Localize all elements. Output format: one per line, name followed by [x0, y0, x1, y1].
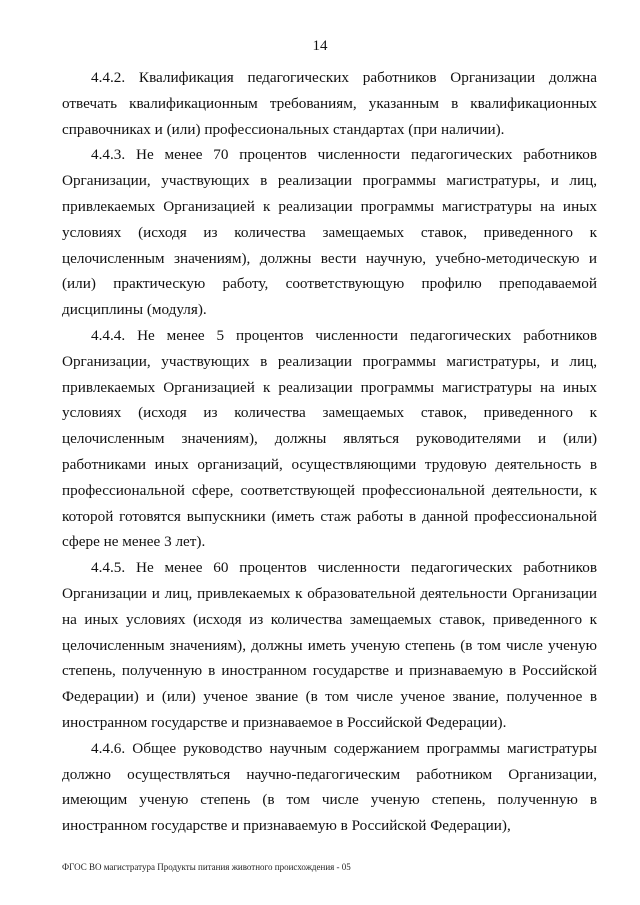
footer-note: ФГОС ВО магистратура Продукты питания животного происхождения - 05: [62, 862, 351, 872]
page-number: 14: [312, 38, 328, 54]
paragraph-4-4-5: 4.4.5. Не менее 60 процентов численности педагогических работников Организации и лиц, привлекаемых к образовательной деятельности Организации на иных условиях (исходя из количества замещаемых ставок, приведенного к целочисленным значениям), должны иметь ученую степень (в том числе ученую степень, полученную в иностранном государстве и признаваемую в Российской Федерации) и (или) ученое звание (в том числе ученое звание, полученное в иностранном государстве и признаваемое в Российской Федерации).: [62, 559, 597, 731]
paragraph-4-4-4: 4.4.4. Не менее 5 процентов численности педагогических работников Организации, участвующих в реализации программы магистратуры, и лиц, привлекаемых Организацией к реализации программы магистратуры на иных условиях (исходя из количества замещаемых ставок, приведенного к целочисленным значениям), должны являться руководителями и (или) работниками иных организаций, осуществляющими трудовую деятельность в профессиональной сфере, соответствующей профессиональной деятельности, к которой готовятся выпускники (иметь стаж работы в данной профессиональной сфере не менее 3 лет).: [62, 326, 597, 551]
document-body: [62, 65, 597, 839]
paragraph-4-4-2: 4.4.2. Квалификация педагогических работников Организации должна отвечать квалификационным требованиям, указанным в квалификационных справочниках и (или) профессиональных стандартах (при наличии).: [62, 69, 597, 138]
paragraph-4-4-6: 4.4.6. Общее руководство научным содержанием программы магистратуры должно осуществляться научно-педагогическим работником Организации, имеющим ученую степень (в том числе ученую степень, полученную в иностранном государстве и признаваемую в Российской Федерации),: [62, 739, 597, 835]
paragraph-4-4-3: 4.4.3. Не менее 70 процентов численности педагогических работников Организации, участвующих в реализации программы магистратуры, и лиц, привлекаемых Организацией к реализации программы магистратуры на иных условиях (исходя из количества замещаемых ставок, приведенного к целочисленным значениям), должны вести научную, учебно-методическую и (или) практическую работу, соответствующую профилю преподаваемой дисциплины (модуля).: [62, 146, 597, 319]
